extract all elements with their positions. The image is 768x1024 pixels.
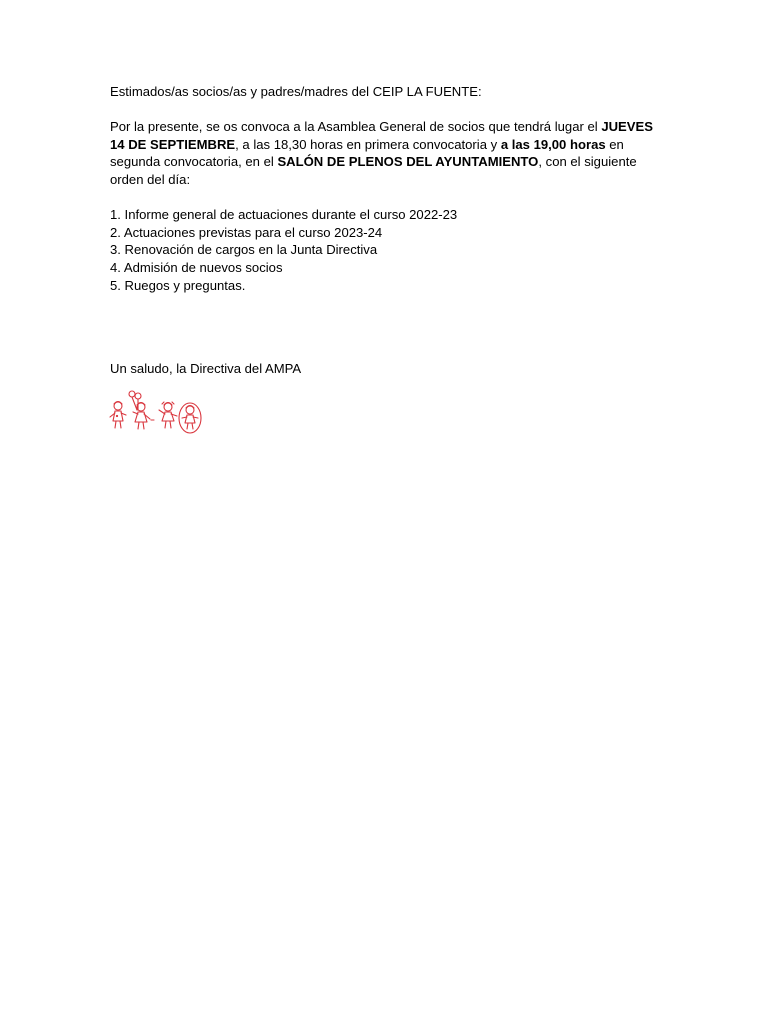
agenda-item: 1. Informe general de actuaciones durante el curso 2022-23 (110, 207, 458, 223)
intro-text-3: en segunda convocatoria, en el (110, 136, 624, 170)
intro-text-2: , a las 18,30 horas en primera convocatoria y (235, 136, 501, 152)
agenda-item: 2. Actuaciones previstas para el curso 2023-24 (110, 224, 383, 240)
greeting-line: Estimados/as socios/as y padres/madres del CEIP LA FUENTE: (110, 84, 482, 99)
meeting-venue: SALÓN DE PLENOS DEL AYUNTAMIENTO (277, 154, 539, 170)
intro-text-1: Por la presente, se os convoca a la Asamblea General de socios que tendrá lugar el (110, 119, 602, 135)
second-call-time: a las 19,00 horas (500, 136, 606, 152)
convocation-paragraph (110, 118, 670, 188)
meeting-date: JUEVES 14 DE SEPTIEMBRE (110, 119, 653, 152)
signoff-line: Un saludo, la Directiva del AMPA (110, 361, 302, 376)
agenda-item: 5. Ruegos y preguntas. (110, 277, 246, 293)
intro-text-4: , con el siguiente orden del día: (110, 154, 637, 187)
agenda-list (110, 206, 670, 294)
children-drawing-logo-icon (108, 388, 206, 438)
agenda-item: 3. Renovación de cargos en la Junta Directiva (110, 242, 378, 258)
agenda-item: 4. Admisión de nuevos socios (110, 259, 283, 275)
letter-body (110, 83, 670, 294)
